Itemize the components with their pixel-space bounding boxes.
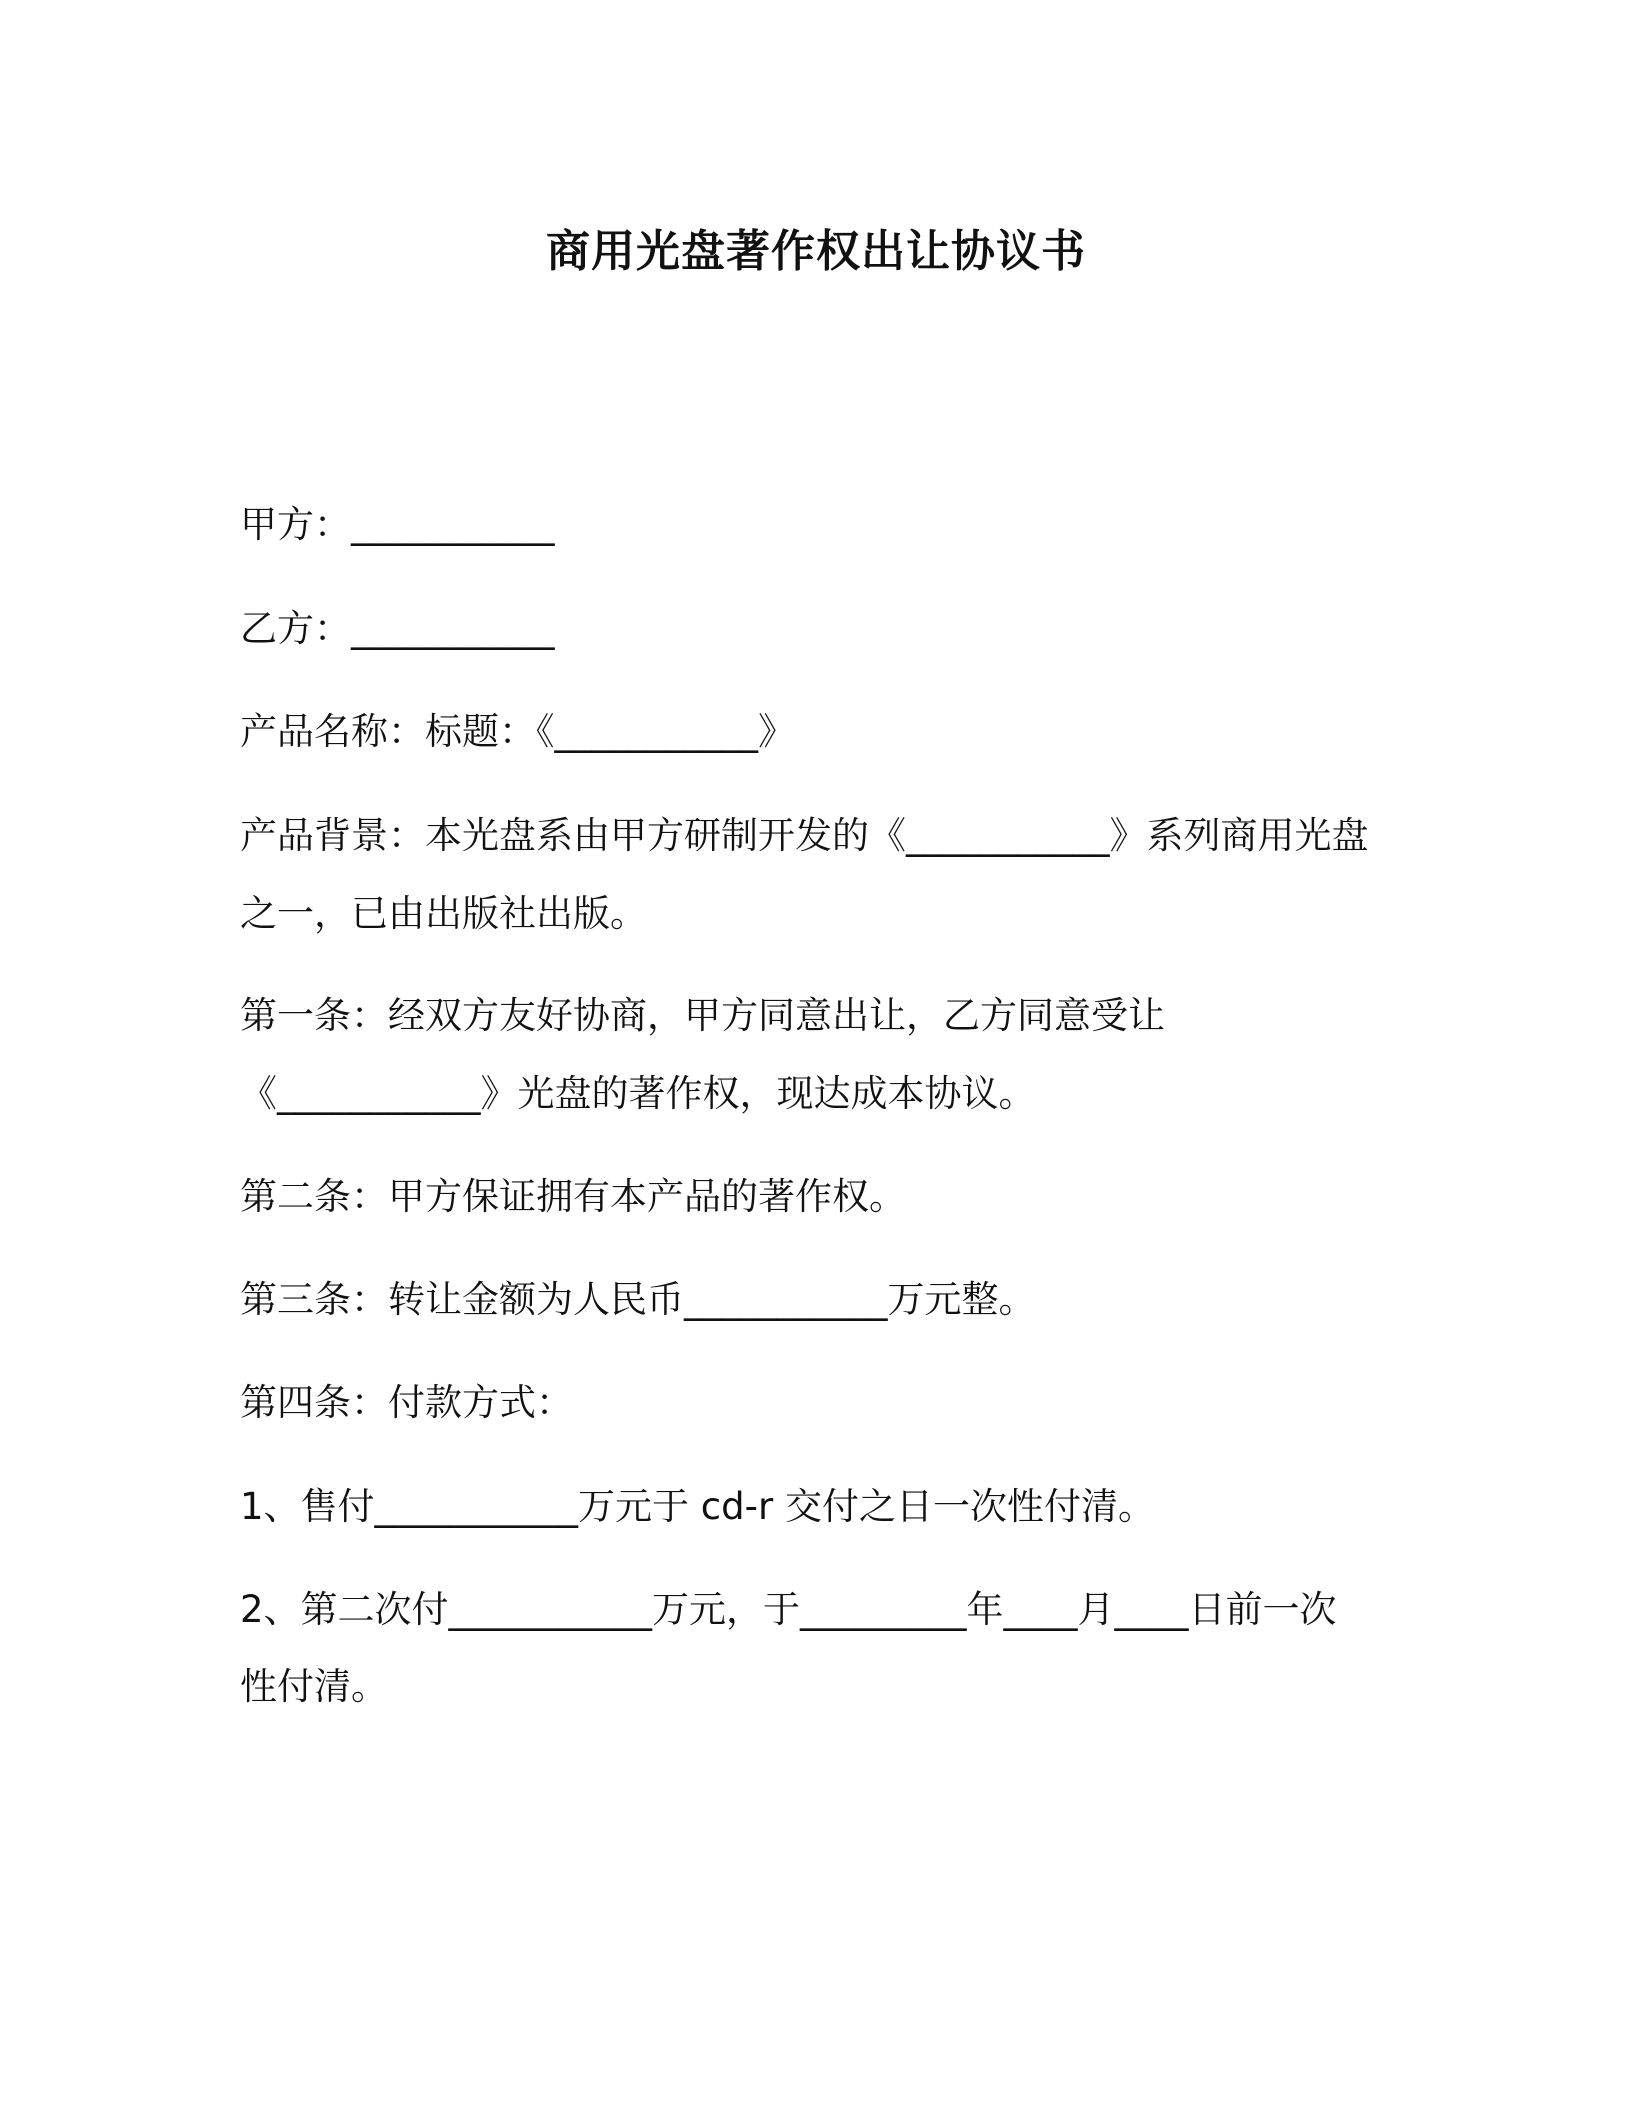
payment-item-2-line-1: 2、第二次付___________万元，于_________年____月____日前一次 [240, 1588, 1337, 1631]
document-title: 商用光盘著作权出让协议书 [546, 226, 1086, 277]
article-2-line: 第二条：甲方保证拥有本产品的著作权。 [240, 1175, 906, 1218]
article-1-line-1: 第一条：经双方友好协商，甲方同意出让，乙方同意受让 [240, 994, 1165, 1037]
payment-item-2-line-2: 性付清。 [240, 1665, 388, 1708]
party-b-line: 乙方：___________ [240, 607, 555, 650]
product-background-line-1: 产品背景：本光盘系由甲方研制开发的《___________》系列商用光盘 [240, 814, 1369, 857]
product-background-line-2: 之一，已由出版社出版。 [240, 892, 647, 935]
article-3-line: 第三条：转让金额为人民币___________万元整。 [240, 1278, 1036, 1321]
party-a-line: 甲方：___________ [240, 503, 555, 546]
article-4-line: 第四条：付款方式： [240, 1381, 573, 1424]
payment-item-1: 1、售付___________万元于 cd-r 交付之日一次性付清。 [240, 1485, 1155, 1528]
product-name-line: 产品名称：标题：《___________》 [240, 710, 795, 753]
article-1-line-2: 《___________》光盘的著作权，现达成本协议。 [240, 1072, 1036, 1115]
